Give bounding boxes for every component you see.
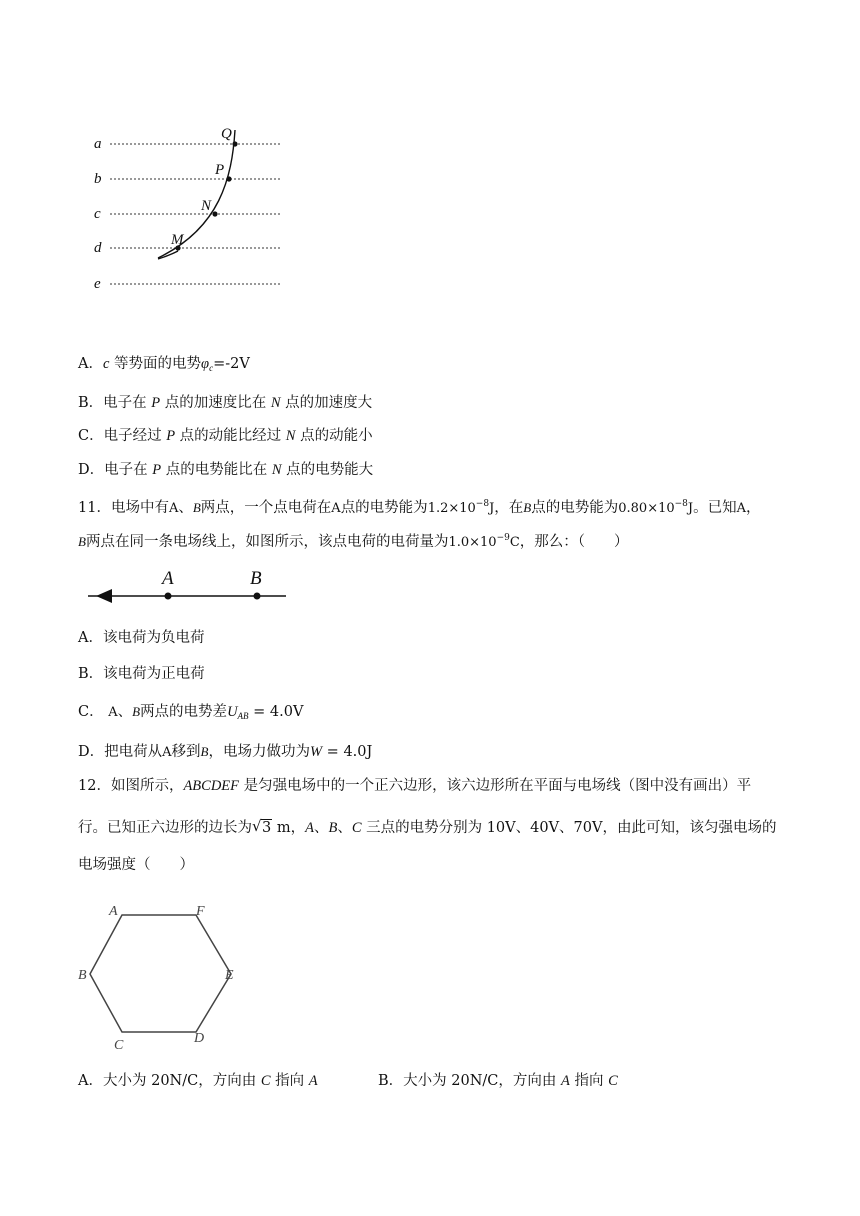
- hex-label-a: A: [109, 904, 118, 919]
- line-label-e: e: [94, 276, 101, 292]
- arrow-head-icon: [96, 589, 112, 603]
- label-m: M: [171, 232, 184, 248]
- line-label-b: b: [94, 171, 102, 187]
- q11-option-b: B．该电荷为正电荷: [78, 666, 205, 682]
- hexagon-shape: [90, 915, 231, 1032]
- hex-label-d: D: [194, 1031, 205, 1046]
- q11-stem-line1: 11．电场中有A、B两点，一个点电荷在A点的电势能为$1.2\times 10^{-8}J$，在B点的电势能为$0.80\times 10^{-8}J$。已知A，: [78, 499, 761, 516]
- point-p: [226, 176, 231, 181]
- q12-option-a: A．大小为 20N/C，方向由 C 指向 A: [78, 1073, 318, 1089]
- fig-label-a: A: [162, 568, 174, 589]
- q11-stem-line2: B两点在同一条电场线上，如图所示，该点电荷的电荷量为$1.0\times 10^{-9}C$，那么：（ ）: [78, 533, 629, 550]
- line-label-c: c: [94, 206, 101, 222]
- fig-label-b: B: [250, 568, 262, 589]
- label-p: P: [215, 162, 225, 178]
- point-b-dot: [254, 593, 261, 600]
- point-a-dot: [165, 593, 172, 600]
- hex-label-b: B: [78, 968, 87, 983]
- q12-stem-line1: 12．如图所示，ABCDEF 是匀强电场中的一个正六边形，该六边形所在平面与电场线（图中没有画出）平: [78, 778, 752, 794]
- q10-option-a: A．c 等势面的电势$\varphi_c=-2V$: [78, 356, 250, 373]
- hexagon-figure: [76, 898, 246, 1050]
- q11-option-c: C． A、B两点的电势差$U_{AB} = 4.0V$: [78, 704, 304, 721]
- trajectory-curve: [158, 130, 235, 258]
- q10-option-c: C．电子经过 P 点的动能比经过 N 点的动能小: [78, 428, 373, 444]
- label-n: N: [201, 198, 212, 214]
- hex-label-c: C: [114, 1038, 124, 1050]
- equipotential-lines: [110, 144, 280, 284]
- line-label-a: a: [94, 136, 102, 152]
- equipotential-figure: [80, 118, 300, 298]
- q12-stem-line3: 电场强度（ ）: [78, 857, 194, 873]
- label-q: Q: [221, 126, 232, 142]
- line-label-d: d: [94, 240, 102, 256]
- field-line-figure: [86, 565, 296, 607]
- point-n: [212, 211, 217, 216]
- hex-label-e: E: [225, 968, 234, 983]
- q11-option-d: D．把电荷从A移到B，电场力做功为W = 4.0J: [78, 744, 373, 760]
- q10-option-d: D．电子在 P 点的电势能比在 N 点的电势能大: [78, 462, 374, 478]
- q11-option-a: A．该电荷为负电荷: [78, 630, 205, 646]
- point-q: [232, 141, 237, 146]
- q10-option-b: B．电子在 P 点的加速度比在 N 点的加速度大: [78, 395, 373, 411]
- sqrt-expression: √ 3: [252, 817, 272, 836]
- hex-label-f: F: [196, 904, 205, 919]
- q12-stem-line2: 行。已知正六边形的边长为 √ 3 m，A、B、C 三点的电势分别为 10V、40V、70V，由此可知，该匀强电场的: [78, 817, 777, 836]
- q12-option-b: B．大小为 20N/C，方向由 A 指向 C: [378, 1073, 618, 1089]
